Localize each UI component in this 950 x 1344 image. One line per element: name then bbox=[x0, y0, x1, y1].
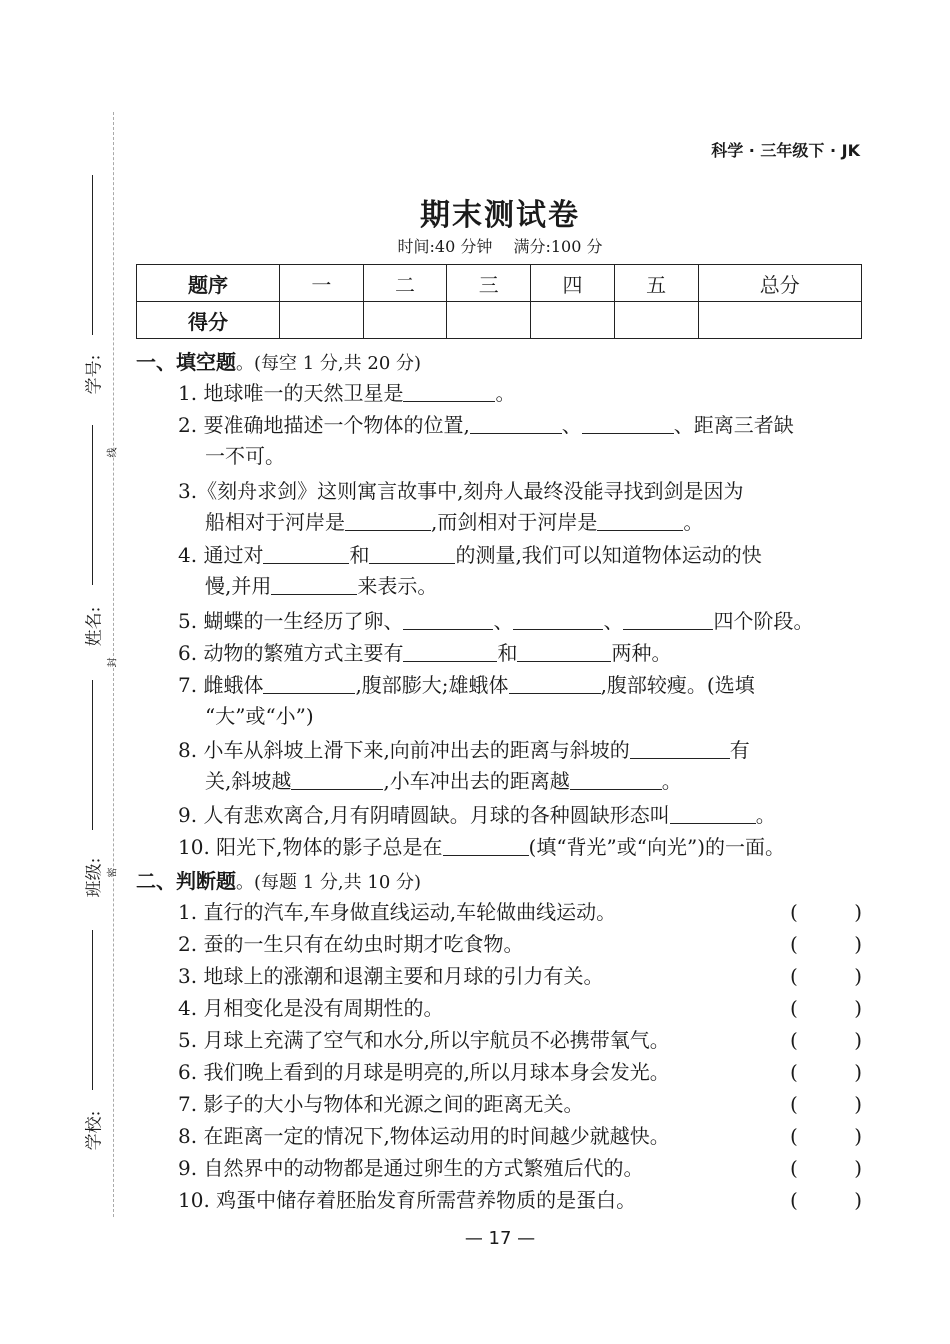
question-text: 8. 在距离一定的情况下,物体运动用的时间越少就越快。 bbox=[178, 1124, 670, 1148]
question-text: 一不可。 bbox=[205, 444, 285, 468]
paren-close: ) bbox=[854, 1028, 862, 1052]
answer-blank[interactable] bbox=[263, 673, 355, 694]
question-text: 3.《刻舟求剑》这则寓言故事中,刻舟人最终没能寻找到剑是因为 bbox=[178, 479, 744, 503]
judgment-item bbox=[178, 1121, 862, 1152]
section-note: 。(每空 1 分,共 20 分) bbox=[236, 353, 422, 374]
question-text: 8. 小车从斜坡上滑下来,向前冲出去的距离与斜坡的 bbox=[178, 738, 630, 762]
judgment-item bbox=[178, 1057, 862, 1088]
score-cell[interactable] bbox=[698, 302, 861, 339]
question-text: “大”或“小”) bbox=[205, 704, 314, 728]
paren-open: ( bbox=[790, 1028, 798, 1052]
score-cell[interactable] bbox=[614, 302, 698, 339]
judgment-item bbox=[178, 929, 862, 960]
judgment-item bbox=[178, 961, 862, 992]
table-cell: 二 bbox=[363, 265, 447, 302]
score-cell[interactable] bbox=[531, 302, 615, 339]
question-text: 四个阶段。 bbox=[713, 609, 814, 633]
question-10 bbox=[178, 832, 862, 863]
question-text: 。 bbox=[755, 803, 776, 827]
paren-open: ( bbox=[790, 1092, 798, 1116]
question-3 bbox=[178, 476, 862, 538]
paren-close: ) bbox=[854, 1092, 862, 1116]
paren-close: ) bbox=[854, 932, 862, 956]
full-score: 满分:100 分 bbox=[513, 237, 603, 256]
question-text: 5. 蝴蝶的一生经历了卵、 bbox=[178, 609, 404, 633]
answer-blank[interactable] bbox=[403, 609, 493, 630]
section-heading bbox=[136, 865, 421, 894]
judgment-item bbox=[178, 1089, 862, 1120]
judgment-item bbox=[178, 1025, 862, 1056]
answer-blank[interactable] bbox=[369, 543, 455, 564]
paren-open: ( bbox=[790, 996, 798, 1020]
question-text: 4. 月相变化是没有周期性的。 bbox=[178, 996, 444, 1020]
answer-parentheses[interactable] bbox=[790, 1153, 862, 1184]
judgment-item bbox=[178, 897, 862, 928]
question-7 bbox=[178, 670, 862, 732]
paren-close: ) bbox=[854, 1156, 862, 1180]
question-line bbox=[178, 571, 862, 602]
answer-blank[interactable] bbox=[403, 381, 495, 402]
name-line bbox=[92, 425, 93, 585]
question-text: 。 bbox=[495, 381, 516, 405]
score-cell[interactable] bbox=[447, 302, 531, 339]
answer-blank[interactable] bbox=[403, 641, 497, 662]
name-label: 姓名: bbox=[84, 606, 105, 647]
page-title: 期末测试卷 bbox=[420, 198, 580, 233]
question-text: 9. 人有悲欢离合,月有阴晴圆缺。月球的各种圆缺形态叫 bbox=[178, 803, 670, 827]
answer-blank[interactable] bbox=[623, 609, 713, 630]
question-text: ,小车冲出去的距离越 bbox=[383, 769, 570, 793]
table-cell: 三 bbox=[447, 265, 531, 302]
question-text: ,腹部较瘦。(选填 bbox=[600, 673, 755, 697]
question-text: 、距离三者缺 bbox=[673, 413, 794, 437]
paren-close: ) bbox=[854, 1188, 862, 1212]
question-text: 关,斜坡越 bbox=[205, 769, 292, 793]
answer-blank[interactable] bbox=[263, 543, 349, 564]
paren-open: ( bbox=[790, 1124, 798, 1148]
question-text: 和 bbox=[497, 641, 518, 665]
table-cell: 一 bbox=[280, 265, 364, 302]
paren-open: ( bbox=[790, 964, 798, 988]
school-label: 学校: bbox=[84, 1110, 105, 1151]
margin-mark-line: 线 bbox=[107, 447, 119, 458]
question-line bbox=[178, 507, 862, 538]
question-text: 、 bbox=[493, 609, 514, 633]
question-text: 、 bbox=[561, 413, 582, 437]
paren-open: ( bbox=[790, 1060, 798, 1084]
question-2 bbox=[178, 410, 862, 472]
answer-blank[interactable] bbox=[570, 769, 662, 790]
question-4 bbox=[178, 540, 862, 602]
student-id-label: 学号: bbox=[84, 354, 105, 395]
paren-open: ( bbox=[790, 900, 798, 924]
judgment-item bbox=[178, 1153, 862, 1184]
margin-mark-secret: 密 bbox=[107, 867, 119, 878]
question-text: 的测量,我们可以知道物体运动的快 bbox=[455, 543, 762, 567]
score-cell[interactable] bbox=[363, 302, 447, 339]
class-line bbox=[92, 680, 93, 830]
answer-parentheses[interactable] bbox=[790, 929, 862, 960]
paren-close: ) bbox=[854, 964, 862, 988]
question-9 bbox=[178, 800, 862, 831]
answer-blank[interactable] bbox=[291, 769, 383, 790]
answer-blank[interactable] bbox=[582, 413, 674, 434]
score-cell[interactable] bbox=[280, 302, 364, 339]
question-text: 慢,并用 bbox=[205, 574, 272, 598]
answer-parentheses[interactable] bbox=[790, 1121, 862, 1152]
answer-parentheses[interactable] bbox=[790, 1025, 862, 1056]
table-row bbox=[137, 265, 862, 302]
answer-parentheses[interactable] bbox=[790, 993, 862, 1024]
paren-open: ( bbox=[790, 1188, 798, 1212]
question-text: 10. 鸡蛋中储存着胚胎发育所需营养物质的是蛋白。 bbox=[178, 1188, 637, 1212]
question-text: 、 bbox=[603, 609, 624, 633]
table-row bbox=[137, 302, 862, 339]
question-text: 3. 地球上的涨潮和退潮主要和月球的引力有关。 bbox=[178, 964, 604, 988]
question-text: 4. 通过对 bbox=[178, 543, 264, 567]
school-line bbox=[92, 930, 93, 1090]
paren-close: ) bbox=[854, 996, 862, 1020]
answer-blank[interactable] bbox=[630, 738, 730, 759]
question-text: 6. 我们晚上看到的月球是明亮的,所以月球本身会发光。 bbox=[178, 1060, 670, 1084]
paren-close: ) bbox=[854, 900, 862, 924]
question-text: ,而剑相对于河岸是 bbox=[431, 510, 598, 534]
question-text: 7. 雌蛾体 bbox=[178, 673, 264, 697]
question-text: 两种。 bbox=[611, 641, 672, 665]
question-text: 9. 自然界中的动物都是通过卵生的方式繁殖后代的。 bbox=[178, 1156, 644, 1180]
question-text: 6. 动物的繁殖方式主要有 bbox=[178, 641, 404, 665]
paren-open: ( bbox=[790, 1156, 798, 1180]
judgment-item bbox=[178, 993, 862, 1024]
question-text: ,腹部膨大;雄蛾体 bbox=[355, 673, 509, 697]
table-cell: 题序 bbox=[137, 265, 280, 302]
question-text: 和 bbox=[349, 543, 370, 567]
answer-blank[interactable] bbox=[513, 609, 603, 630]
paren-close: ) bbox=[854, 1060, 862, 1084]
class-label: 班级: bbox=[84, 857, 105, 898]
question-text: 10. 阳光下,物体的影子总是在 bbox=[178, 835, 443, 859]
question-text: 2. 要准确地描述一个物体的位置, bbox=[178, 413, 470, 437]
section-title: 二、判断题 bbox=[136, 869, 236, 893]
question-text: 船相对于河岸是 bbox=[205, 510, 345, 534]
question-text: 。 bbox=[661, 769, 682, 793]
paren-open: ( bbox=[790, 932, 798, 956]
margin-mark-seal: 封 bbox=[107, 657, 119, 668]
question-5 bbox=[178, 606, 862, 637]
answer-parentheses[interactable] bbox=[790, 1057, 862, 1088]
question-text: 1. 直行的汽车,车身做直线运动,车轮做曲线运动。 bbox=[178, 900, 617, 924]
score-table bbox=[136, 264, 862, 339]
section-heading bbox=[136, 346, 421, 375]
question-8 bbox=[178, 735, 862, 797]
paren-close: ) bbox=[854, 1124, 862, 1148]
answer-blank[interactable] bbox=[517, 641, 611, 662]
question-text: 。 bbox=[683, 510, 704, 534]
answer-parentheses[interactable] bbox=[790, 1185, 862, 1216]
answer-blank[interactable] bbox=[670, 803, 756, 824]
table-cell: 得分 bbox=[137, 302, 280, 339]
section-note: 。(每题 1 分,共 10 分) bbox=[236, 872, 422, 893]
question-text: 1. 地球唯一的天然卫星是 bbox=[178, 381, 404, 405]
answer-blank[interactable] bbox=[509, 673, 601, 694]
subject-header: 科学 · 三年级下 · JK bbox=[711, 141, 860, 160]
question-1 bbox=[178, 378, 862, 409]
question-text: 7. 影子的大小与物体和光源之间的距离无关。 bbox=[178, 1092, 584, 1116]
exam-info bbox=[0, 234, 950, 257]
question-text: 有 bbox=[729, 738, 750, 762]
answer-blank[interactable] bbox=[345, 510, 431, 531]
table-cell: 总分 bbox=[698, 265, 861, 302]
answer-blank[interactable] bbox=[597, 510, 683, 531]
question-6 bbox=[178, 638, 862, 669]
answer-blank[interactable] bbox=[271, 574, 357, 595]
question-text: (填“背光”或“向光”)的一面。 bbox=[528, 835, 786, 859]
answer-parentheses[interactable] bbox=[790, 1089, 862, 1120]
answer-blank[interactable] bbox=[470, 413, 562, 434]
judgment-item bbox=[178, 1185, 862, 1216]
question-text: 5. 月球上充满了空气和水分,所以宇航员不必携带氧气。 bbox=[178, 1028, 670, 1052]
question-line bbox=[178, 766, 862, 797]
answer-parentheses[interactable] bbox=[790, 961, 862, 992]
question-text: 来表示。 bbox=[357, 574, 438, 598]
time-limit: 时间:40 分钟 bbox=[397, 237, 493, 256]
table-cell: 四 bbox=[531, 265, 615, 302]
page-number: — 17 — bbox=[464, 1228, 536, 1249]
section-title: 一、填空题 bbox=[136, 350, 236, 374]
answer-blank[interactable] bbox=[443, 835, 529, 856]
table-cell: 五 bbox=[614, 265, 698, 302]
question-text: 2. 蚕的一生只有在幼虫时期才吃食物。 bbox=[178, 932, 524, 956]
answer-parentheses[interactable] bbox=[790, 897, 862, 928]
